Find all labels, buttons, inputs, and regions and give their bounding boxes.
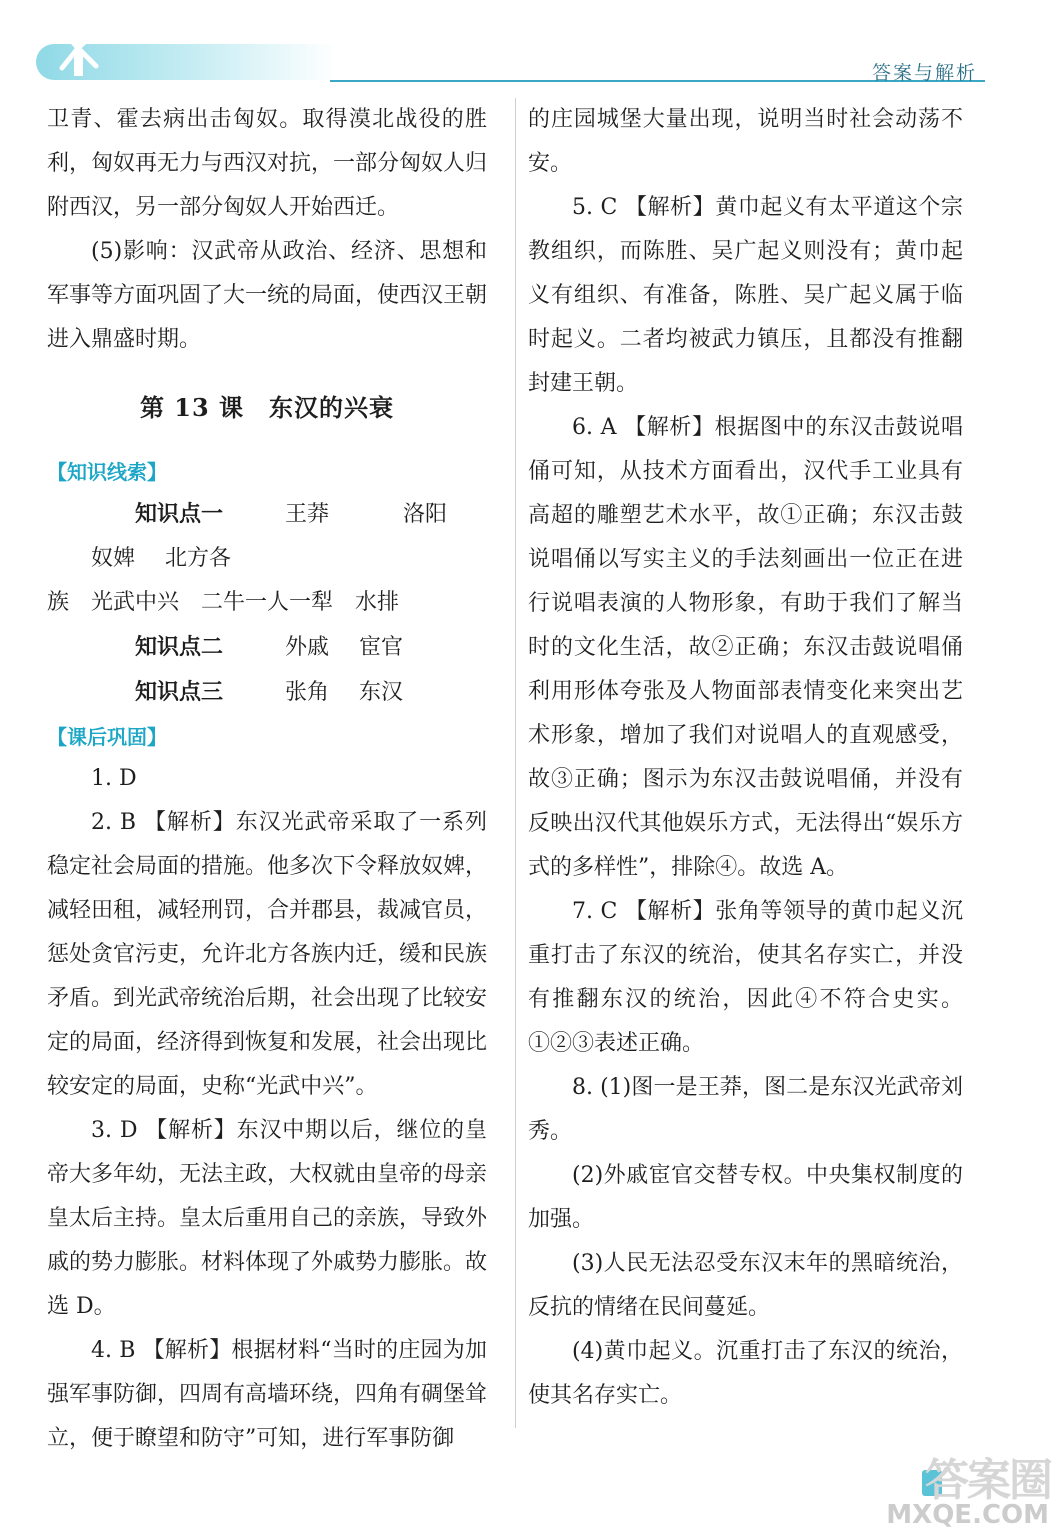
section-knowledge-clues: 【知识线索】 <box>47 460 167 484</box>
answer-4: 4. B 【解析】根据材料“当时的庄园为加强军事防御，四周有高墙环绕，四角有碉堡耸立，便于瞭望和防守”可知，进行军事防御 <box>47 1338 488 1451</box>
answer-2: 2. B 【解析】东汉光武帝采取了一系列稳定社会局面的措施。他多次下令释放奴婢，减轻田租，减轻刑罚，合并郡县，裁减官员，惩处贪官污吏，允许北方各族内迁，缓和民族矛盾。到光武帝统治后期，社会出现了比较安定的局面，经济得到恢复和发展，社会出现比较安定的局面，史称“光武中兴”。 <box>47 810 488 1099</box>
kp1-label: 知识点一 <box>135 501 224 527</box>
kp3-label: 知识点三 <box>135 679 224 705</box>
answer-3: 3. D 【解析】东汉中期以后，继位的皇帝大多年幼，无法主政，大权就由皇帝的母亲皇太后主持。皇太后重用自己的亲族，导致外戚的势力膨胀。材料体现了外戚势力膨胀。故选 D。 <box>47 1118 488 1319</box>
page-header <box>0 0 1061 92</box>
kp2-item: 宦官 <box>359 635 404 660</box>
answer-7: 7. C 【解析】张角等领导的黄巾起义沉重打击了东汉的统治，使其名存实亡，并没有推翻东汉的统治，因此④不符合史实。①②③表述正确。 <box>528 899 963 1056</box>
windmill-icon <box>48 18 108 78</box>
watermark-logo-text: 答案圈 <box>925 1455 1051 1506</box>
answer-1: 1. D <box>91 766 137 791</box>
left-column <box>47 98 487 1461</box>
knowledge-point-1-cont: 族 光武中兴 二牛一人一犁 水排 <box>47 590 400 615</box>
right-column <box>528 98 963 1418</box>
answer-4-cont: 的庄园城堡大量出现，说明当时社会动荡不安。 <box>528 107 963 176</box>
kp3-item: 东汉 <box>359 680 404 705</box>
watermark <box>886 1436 1061 1536</box>
header-title: 答案与解析 <box>871 62 977 84</box>
watermark-url: MXQE.COM <box>886 1500 1049 1530</box>
lesson-title: 第 13 课 东汉的兴衰 <box>139 393 395 422</box>
section-after-class: 【课后巩固】 <box>47 725 167 749</box>
column-divider <box>515 98 516 1428</box>
knowledge-point-1 <box>47 492 487 581</box>
kp1-item: 奴婢 <box>91 546 136 571</box>
kp2-item: 外戚 <box>285 635 330 660</box>
answer-8-1: 8. (1)图一是王莽，图二是东汉光武帝刘秀。 <box>528 1075 963 1144</box>
kp1-item: 洛阳 <box>403 502 448 527</box>
paragraph-continued: 卫青、霍去病出击匈奴。取得漠北战役的胜利，匈奴再无力与西汉对抗，一部分匈奴人归附西汉，另一部分匈奴人开始西迁。 <box>47 107 488 220</box>
answer-5: 5. C 【解析】黄巾起义有太平道这个宗教组织，而陈胜、吴广起义则没有；黄巾起义有组织、有准备，陈胜、吴广起义属于临时起义。二者均被武力镇压，且都没有推翻封建王朝。 <box>528 195 963 396</box>
answer-8-2: (2)外戚宦官交替专权。中央集权制度的加强。 <box>528 1163 963 1232</box>
kp2-label: 知识点二 <box>135 634 224 660</box>
knowledge-point-3 <box>47 670 487 715</box>
answer-6: 6. A 【解析】根据图中的东汉击鼓说唱俑可知，从技术方面看出，汉代手工业具有高超的雕塑艺术水平，故①正确；东汉击鼓说唱俑以写实主义的手法刻画出一位正在进行说唱表演的人物形象，有助于我们了解当时的文化生活，故②正确；东汉击鼓说唱俑利用形体夸张及人物面部表情变化来突出艺术形象，增加了我们对说唱人的直观感受，故③正确；图示为东汉击鼓说唱俑，并没有反映出汉代其他娱乐方式，无法得出“娱乐方式的多样性”，排除④。故选 A。 <box>528 415 963 880</box>
kp3-item: 张角 <box>285 680 330 705</box>
answer-8-3: (3)人民无法忍受东汉末年的黑暗统治，反抗的情绪在民间蔓延。 <box>528 1251 963 1320</box>
answer-8-4: (4)黄巾起义。沉重打击了东汉的统治，使其名存实亡。 <box>528 1339 963 1408</box>
paragraph-impact: (5)影响：汉武帝从政治、经济、思想和军事等方面巩固了大一统的局面，使西汉王朝进入鼎盛时期。 <box>47 239 488 352</box>
kp1-item: 王莽 <box>285 502 330 527</box>
knowledge-point-2 <box>47 625 487 670</box>
kp1-item: 北方各 <box>165 546 232 571</box>
